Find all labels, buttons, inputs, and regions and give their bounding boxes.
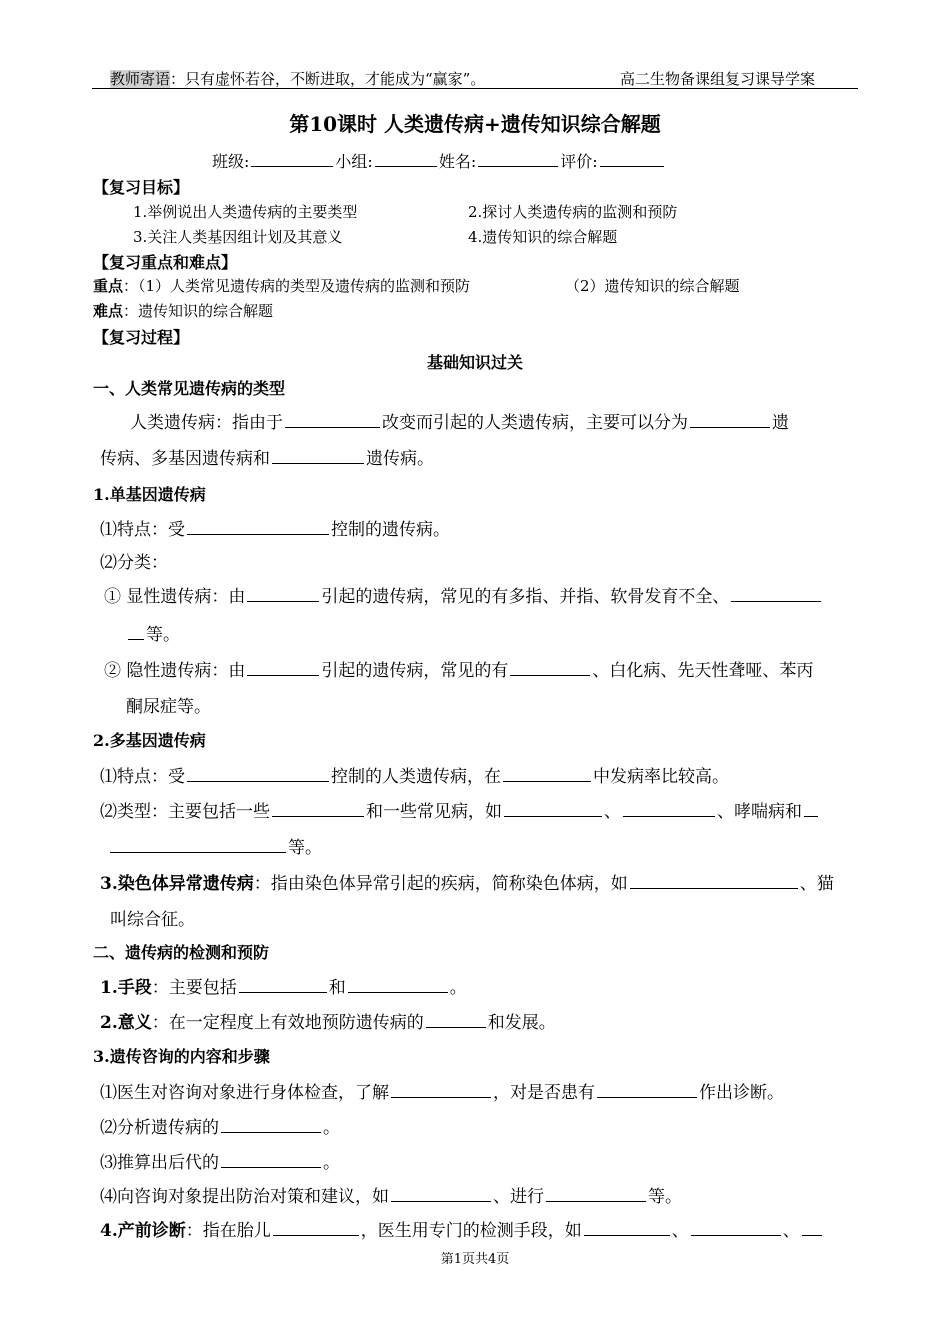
subheading-polygenic: 2.多基因遗传病 [93, 731, 206, 750]
teacher-quote: ：只有虚怀若谷，不断进取，才能成为“赢家”。 [170, 70, 486, 88]
s1-dominant-line [104, 582, 823, 607]
text: ⑵类型：主要包括一些 [100, 802, 270, 822]
text: ：指在胎儿 [185, 1221, 271, 1241]
fill-blank[interactable] [110, 838, 286, 853]
teacher-label: 教师寄语 [110, 70, 171, 88]
fill-blank[interactable] [691, 1221, 781, 1236]
fill-blank[interactable] [503, 767, 591, 782]
text: 。 [449, 978, 467, 998]
key-text-1: ：（1）人类常见遗传病的类型及遗传病的监测和预防 [123, 277, 471, 295]
key-point-line [93, 275, 470, 296]
fill-blank[interactable] [731, 587, 821, 602]
fill-blank[interactable] [273, 1221, 359, 1236]
s1-recessive-cont: 酮尿症等。 [126, 697, 211, 717]
fill-blank[interactable] [221, 1118, 321, 1133]
text: ⑴医生对咨询对象进行身体检查，了解 [100, 1083, 389, 1103]
text: 遗 [772, 413, 789, 433]
name-blank[interactable] [478, 152, 558, 167]
s1-polygenic-types [100, 797, 820, 822]
text: ⑴特点：受 [100, 520, 185, 540]
key-label: 重点 [93, 277, 124, 295]
text: ，医生用专门的检测手段，如 [360, 1221, 582, 1241]
fill-blank[interactable] [247, 587, 319, 602]
text: ⑴特点：受 [100, 767, 185, 787]
difficulty-label: 难点 [93, 302, 124, 320]
fill-blank[interactable] [272, 449, 364, 464]
s2-counsel-3 [100, 1148, 340, 1173]
s1-polygenic-feature [100, 762, 729, 787]
fill-blank[interactable] [690, 413, 770, 428]
fill-blank[interactable] [285, 413, 380, 428]
fill-blank[interactable] [584, 1221, 670, 1236]
fill-blank[interactable] [426, 1013, 486, 1028]
s2-counsel-1 [100, 1078, 784, 1103]
text: 、猫 [799, 874, 834, 894]
fill-blank[interactable] [597, 1083, 697, 1098]
text: 、 [782, 1221, 800, 1241]
text: 、白化病、先天性聋哑、苯丙 [592, 661, 814, 681]
objective-item: 3.关注人类基因组计划及其意义 [133, 228, 343, 246]
key-text-2: （2）遗传知识的综合解题 [565, 277, 740, 295]
prenatal-label: 4.产前诊断 [100, 1221, 186, 1241]
fill-blank[interactable] [391, 1187, 491, 1202]
section-subtitle: 基础知识过关 [426, 353, 523, 372]
page-title: 第10课时 人类遗传病+遗传知识综合解题 [289, 112, 661, 136]
text: ② 隐性遗传病：由 [104, 661, 246, 681]
objective-item: 4.遗传知识的综合解题 [468, 228, 618, 246]
text: 等。 [288, 838, 322, 858]
eval-blank[interactable] [600, 152, 664, 167]
fill-blank[interactable] [221, 1153, 321, 1168]
fill-blank[interactable] [239, 978, 327, 993]
header-divider [92, 88, 858, 89]
objective-item: 1.举例说出人类遗传病的主要类型 [133, 203, 358, 221]
s2-counsel-2 [100, 1113, 340, 1138]
s2-counsel-4 [100, 1182, 682, 1207]
text: 引起的遗传病，常见的有 [321, 661, 509, 681]
fill-blank[interactable] [272, 802, 364, 817]
means-label: 1.手段 [100, 978, 152, 998]
text: 引起的遗传病，常见的有多指、并指、软骨发育不全、 [321, 587, 730, 607]
s1-chromosome-line [100, 869, 834, 894]
subheading-counseling: 3.遗传咨询的内容和步骤 [93, 1047, 270, 1066]
fill-blank[interactable] [187, 520, 329, 535]
s2-means-line [100, 973, 467, 998]
difficulty-line [93, 300, 273, 321]
fill-blank[interactable] [804, 802, 818, 817]
fill-blank[interactable] [510, 661, 590, 676]
text: ⑵分析遗传病的 [100, 1118, 219, 1138]
text: 。 [323, 1118, 340, 1138]
text: 和 [328, 978, 346, 998]
text: 等。 [648, 1187, 682, 1207]
text: ① 显性遗传病：由 [104, 587, 246, 607]
s1-single-feature [100, 515, 450, 540]
eval-label: 评价: [560, 152, 598, 171]
student-info-row [212, 149, 666, 172]
s1-chromosome-cont: 叫综合征。 [110, 910, 195, 930]
text: 、 [671, 1221, 689, 1241]
fill-blank[interactable] [623, 802, 715, 817]
page-number: 第1页共4页 [440, 1252, 510, 1267]
section-2-heading: 二、遗传病的检测和预防 [93, 943, 270, 962]
s1-dominant-cont [126, 620, 180, 645]
text: 遗传病。 [366, 449, 434, 469]
s1-para-line-1 [130, 408, 789, 433]
subheading-chromosome: 3.染色体异常遗传病 [100, 874, 254, 894]
meaning-label: 2.意义 [100, 1013, 152, 1033]
group-label: 小组: [335, 152, 373, 171]
fill-blank[interactable] [802, 1221, 822, 1236]
fill-blank[interactable] [546, 1187, 646, 1202]
name-label: 姓名: [438, 152, 477, 171]
s2-prenatal-line [100, 1216, 824, 1241]
text: 、哮喘病和 [717, 802, 802, 822]
text: ⑶推算出后代的 [100, 1153, 219, 1173]
s2-meaning-line [100, 1008, 556, 1033]
text: ：在一定程度上有效地预防遗传病的 [151, 1013, 424, 1033]
header-teacher-quote [110, 68, 485, 89]
text: ⑷向咨询对象提出防治对策和建议，如 [100, 1187, 389, 1207]
text: 和一些常见病，如 [366, 802, 502, 822]
process-heading: 【复习过程】 [93, 328, 190, 347]
key-heading: 【复习重点和难点】 [93, 253, 238, 272]
fill-blank[interactable] [630, 874, 798, 889]
difficulty-text: ：遗传知识的综合解题 [123, 302, 274, 320]
objectives-heading: 【复习目标】 [93, 178, 190, 197]
text: ，对是否患有 [493, 1083, 595, 1103]
text: 改变而引起的人类遗传病，主要可以分为 [382, 413, 688, 433]
class-blank[interactable] [251, 152, 333, 167]
subheading-single-gene: 1.单基因遗传病 [93, 485, 206, 504]
text: ：主要包括 [151, 978, 237, 998]
fill-blank[interactable] [348, 978, 448, 993]
s1-polygenic-cont [108, 833, 322, 858]
fill-blank[interactable] [247, 661, 319, 676]
text: 等。 [146, 625, 180, 645]
text: 、 [604, 802, 621, 822]
text: 。 [323, 1153, 340, 1173]
text: 控制的人类遗传病，在 [331, 767, 501, 787]
class-label: 班级: [212, 152, 250, 171]
s1-para-line-2 [100, 444, 434, 469]
fill-blank[interactable] [187, 767, 329, 782]
text: 控制的遗传病。 [331, 520, 450, 540]
fill-blank[interactable] [128, 625, 144, 640]
header-course: 高二生物备课组复习课导学案 [620, 70, 816, 88]
fill-blank[interactable] [391, 1083, 491, 1098]
text: 中发病率比较高。 [593, 767, 729, 787]
s1-recessive-line [104, 656, 813, 681]
objective-item: 2.探讨人类遗传病的监测和预防 [468, 203, 678, 221]
s1-single-classification: ⑵分类： [100, 553, 168, 573]
text: 、进行 [493, 1187, 544, 1207]
text: 和发展。 [487, 1013, 556, 1033]
text: ：指由染色体异常引起的疾病，简称染色体病，如 [253, 874, 628, 894]
group-blank[interactable] [375, 152, 437, 167]
text: 作出诊断。 [699, 1083, 784, 1103]
fill-blank[interactable] [504, 802, 602, 817]
text: 传病、多基因遗传病和 [100, 449, 270, 469]
section-1-heading: 一、人类常见遗传病的类型 [93, 379, 286, 398]
text: 人类遗传病：指由于 [130, 413, 283, 433]
